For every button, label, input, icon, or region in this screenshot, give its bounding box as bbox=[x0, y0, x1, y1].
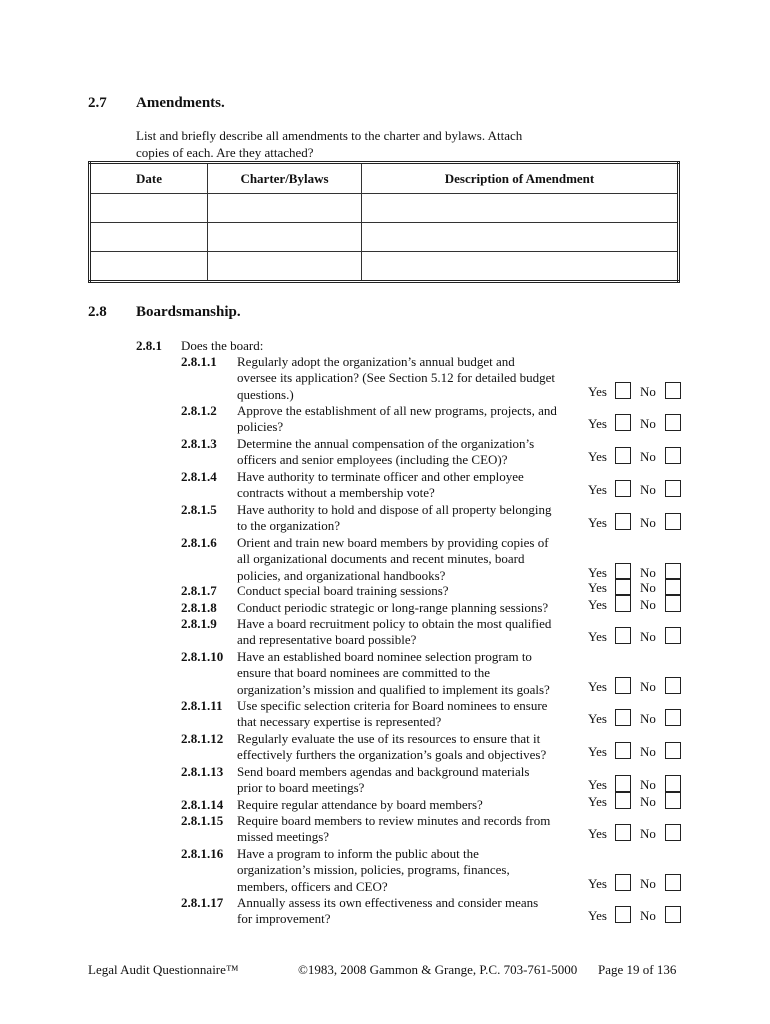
no-label: No bbox=[640, 629, 656, 645]
no-label: No bbox=[640, 515, 656, 531]
question-text-line: Conduct special board training sessions? bbox=[237, 583, 449, 598]
question-text-line: Regularly adopt the organization’s annual budget and bbox=[237, 354, 515, 369]
question-text-line: ensure that board nominees are committed to the bbox=[237, 665, 491, 681]
header-date: Date bbox=[90, 163, 208, 194]
yes-label: Yes bbox=[588, 580, 607, 595]
yes-no-answer bbox=[588, 595, 688, 615]
question-number: 2.8.1.11 bbox=[181, 698, 223, 713]
amendments-table-header bbox=[90, 163, 679, 194]
no-checkbox[interactable] bbox=[665, 742, 681, 759]
section-2-7-number: 2.7 bbox=[88, 95, 107, 111]
yes-checkbox[interactable] bbox=[615, 595, 631, 612]
question-text bbox=[237, 354, 582, 403]
section-2-7-instructions bbox=[136, 128, 576, 161]
yes-checkbox[interactable] bbox=[615, 414, 631, 431]
no-label: No bbox=[640, 777, 656, 793]
question-number: 2.8.1.9 bbox=[181, 616, 217, 631]
question-text bbox=[237, 731, 582, 764]
no-label: No bbox=[640, 744, 656, 760]
question-text-line: Send board members agendas and background materials bbox=[237, 764, 530, 779]
no-label: No bbox=[640, 794, 656, 809]
section-2-7-title: Amendments. bbox=[136, 95, 225, 111]
question-text-line: that necessary expertise is represented? bbox=[237, 714, 442, 730]
table-cell[interactable] bbox=[208, 223, 362, 252]
no-checkbox[interactable] bbox=[665, 627, 681, 644]
yes-label: Yes bbox=[588, 711, 607, 727]
no-checkbox[interactable] bbox=[665, 480, 681, 497]
yes-checkbox[interactable] bbox=[615, 627, 631, 644]
question-text-line: to the organization? bbox=[237, 518, 341, 534]
table-cell[interactable] bbox=[362, 194, 679, 223]
table-cell[interactable] bbox=[208, 194, 362, 223]
no-label: No bbox=[640, 908, 656, 924]
question-number: 2.8.1.14 bbox=[181, 797, 224, 812]
question-text-line: Have authority to hold and dispose of all property belonging bbox=[237, 502, 552, 517]
no-checkbox[interactable] bbox=[665, 595, 681, 612]
table-cell[interactable] bbox=[90, 223, 208, 252]
yes-label: Yes bbox=[588, 678, 607, 694]
question-text bbox=[237, 583, 582, 599]
question-text-line: Require regular attendance by board members? bbox=[237, 797, 483, 812]
section-2-8-title: Boardsmanship. bbox=[136, 304, 241, 320]
question-text-line: Have an established board nominee selection program to bbox=[237, 649, 532, 664]
question-text-line: policies, and organizational handbooks? bbox=[237, 567, 446, 583]
question-text-line: Conduct periodic strategic or long-range planning sessions? bbox=[237, 600, 549, 615]
question-number: 2.8.1.6 bbox=[181, 535, 217, 550]
question-text-line: organization’s mission and qualified to implement its goals? bbox=[237, 681, 550, 697]
yes-label: Yes bbox=[588, 482, 607, 498]
no-label: No bbox=[640, 875, 656, 891]
question-text-line: questions.) bbox=[237, 386, 294, 402]
no-checkbox[interactable] bbox=[665, 874, 681, 891]
no-checkbox[interactable] bbox=[665, 824, 681, 841]
no-checkbox[interactable] bbox=[665, 382, 681, 399]
yes-no-answer bbox=[588, 742, 688, 762]
question-text-line: organization’s mission, policies, programs, finances, bbox=[237, 862, 510, 878]
footer-page-number: Page 19 of 136 bbox=[598, 962, 677, 977]
no-checkbox[interactable] bbox=[665, 792, 681, 809]
question-text-line: contracts without a membership vote? bbox=[237, 485, 435, 501]
yes-no-answer bbox=[588, 447, 688, 467]
no-checkbox[interactable] bbox=[665, 709, 681, 726]
yes-no-answer bbox=[588, 627, 688, 647]
no-label: No bbox=[640, 416, 656, 432]
yes-no-answer bbox=[588, 513, 688, 533]
yes-checkbox[interactable] bbox=[615, 447, 631, 464]
question-text bbox=[237, 813, 582, 846]
yes-label: Yes bbox=[588, 777, 607, 793]
yes-no-answer bbox=[588, 382, 688, 402]
table-cell[interactable] bbox=[90, 194, 208, 223]
subsection-number: 2.8.1 bbox=[136, 338, 162, 353]
yes-label: Yes bbox=[588, 515, 607, 531]
subsection-text: Does the board: bbox=[181, 338, 264, 353]
question-text bbox=[237, 698, 582, 731]
yes-label: Yes bbox=[588, 744, 607, 760]
table-row bbox=[90, 252, 679, 282]
question-text-line: Orient and train new board members by providing copies of bbox=[237, 535, 549, 550]
question-text-line: Determine the annual compensation of the organization’s bbox=[237, 436, 535, 451]
yes-checkbox[interactable] bbox=[615, 677, 631, 694]
table-row bbox=[90, 194, 679, 223]
question-number: 2.8.1.10 bbox=[181, 649, 224, 664]
question-text-line: members, officers and CEO? bbox=[237, 878, 388, 894]
no-checkbox[interactable] bbox=[665, 414, 681, 431]
yes-checkbox[interactable] bbox=[615, 742, 631, 759]
question-text bbox=[237, 895, 582, 928]
no-checkbox[interactable] bbox=[665, 906, 681, 923]
no-checkbox[interactable] bbox=[665, 513, 681, 530]
question-text-line: and representative board possible? bbox=[237, 632, 417, 648]
header-description: Description of Amendment bbox=[362, 163, 679, 194]
question-text-line: missed meetings? bbox=[237, 829, 330, 845]
amendments-table bbox=[88, 161, 680, 283]
yes-checkbox[interactable] bbox=[615, 480, 631, 497]
yes-label: Yes bbox=[588, 826, 607, 842]
question-text bbox=[237, 600, 582, 616]
no-label: No bbox=[640, 383, 656, 399]
table-cell[interactable] bbox=[362, 223, 679, 252]
question-text-line: Require board members to review minutes and records from bbox=[237, 813, 551, 828]
yes-no-answer bbox=[588, 414, 688, 434]
table-cell[interactable] bbox=[362, 252, 679, 282]
table-row bbox=[90, 223, 679, 252]
yes-checkbox[interactable] bbox=[615, 513, 631, 530]
no-checkbox[interactable] bbox=[665, 578, 681, 595]
yes-checkbox[interactable] bbox=[615, 792, 631, 809]
yes-label: Yes bbox=[588, 629, 607, 645]
question-text bbox=[237, 764, 582, 797]
yes-label: Yes bbox=[588, 597, 607, 612]
question-text bbox=[237, 403, 582, 436]
yes-checkbox[interactable] bbox=[615, 709, 631, 726]
question-number: 2.8.1.15 bbox=[181, 813, 224, 828]
question-text-line: Have a program to inform the public about the bbox=[237, 846, 479, 861]
no-label: No bbox=[640, 597, 656, 612]
question-number: 2.8.1.13 bbox=[181, 764, 224, 779]
yes-no-answer bbox=[588, 677, 688, 697]
yes-checkbox[interactable] bbox=[615, 824, 631, 841]
question-number: 2.8.1.4 bbox=[181, 469, 217, 484]
question-number: 2.8.1.17 bbox=[181, 895, 224, 910]
question-text-line: Annually assess its own effectiveness and consider means bbox=[237, 895, 539, 910]
question-text-line: all organizational documents and recent minutes, board bbox=[237, 551, 525, 567]
question-text-line: prior to board meetings? bbox=[237, 780, 365, 796]
question-number: 2.8.1.16 bbox=[181, 846, 224, 861]
question-text-line: Use specific selection criteria for Board nominees to ensure bbox=[237, 698, 548, 713]
question-number: 2.8.1.2 bbox=[181, 403, 217, 418]
question-text-line: Have a board recruitment policy to obtain the most qualified bbox=[237, 616, 552, 631]
no-checkbox[interactable] bbox=[665, 447, 681, 464]
question-number: 2.8.1.5 bbox=[181, 502, 217, 517]
footer-copyright: ©1983, 2008 Gammon & Grange, P.C. 703-761-5000 bbox=[298, 962, 578, 977]
question-text bbox=[237, 502, 582, 535]
question-text bbox=[237, 469, 582, 502]
no-label: No bbox=[640, 449, 656, 465]
header-charter-bylaws: Charter/Bylaws bbox=[208, 163, 362, 194]
yes-no-answer bbox=[588, 874, 688, 894]
yes-label: Yes bbox=[588, 383, 607, 399]
question-number: 2.8.1.8 bbox=[181, 600, 217, 615]
question-number: 2.8.1.7 bbox=[181, 583, 217, 598]
yes-no-answer bbox=[588, 480, 688, 500]
yes-checkbox[interactable] bbox=[615, 382, 631, 399]
table-cell[interactable] bbox=[90, 252, 208, 282]
question-text-line: oversee its application? (See Section 5.12 for detailed budget bbox=[237, 370, 556, 386]
yes-label: Yes bbox=[588, 794, 607, 809]
instructions-line-1: List and briefly describe all amendments to the charter and bylaws. Attach bbox=[136, 128, 523, 143]
yes-checkbox[interactable] bbox=[615, 775, 631, 792]
question-text bbox=[237, 846, 582, 895]
question-text-line: effectively furthers the organization’s goals and objectives? bbox=[237, 747, 547, 763]
yes-label: Yes bbox=[588, 449, 607, 465]
yes-checkbox[interactable] bbox=[615, 874, 631, 891]
yes-label: Yes bbox=[588, 908, 607, 924]
yes-label: Yes bbox=[588, 875, 607, 891]
no-label: No bbox=[640, 580, 656, 595]
yes-no-answer bbox=[588, 824, 688, 844]
question-number: 2.8.1.1 bbox=[181, 354, 217, 369]
question-text-line: Approve the establishment of all new programs, projects, and bbox=[237, 403, 557, 418]
question-number: 2.8.1.12 bbox=[181, 731, 224, 746]
instructions-line-2: copies of each. Are they attached? bbox=[136, 144, 314, 160]
yes-checkbox[interactable] bbox=[615, 906, 631, 923]
question-number: 2.8.1.3 bbox=[181, 436, 217, 451]
question-text-line: for improvement? bbox=[237, 911, 331, 927]
yes-label: Yes bbox=[588, 564, 607, 580]
question-text bbox=[237, 436, 582, 469]
no-label: No bbox=[640, 826, 656, 842]
yes-no-answer bbox=[588, 709, 688, 729]
footer-title: Legal Audit Questionnaire™ bbox=[88, 962, 239, 977]
question-text-line: policies? bbox=[237, 419, 284, 435]
question-text bbox=[237, 616, 582, 649]
question-text-line: officers and senior employees (including the CEO)? bbox=[237, 452, 508, 468]
question-text bbox=[237, 535, 582, 584]
question-text-line: Regularly evaluate the use of its resources to ensure that it bbox=[237, 731, 541, 746]
yes-no-answer bbox=[588, 906, 688, 926]
section-2-8-number: 2.8 bbox=[88, 304, 107, 320]
yes-checkbox[interactable] bbox=[615, 578, 631, 595]
no-label: No bbox=[640, 564, 656, 580]
question-text bbox=[237, 649, 582, 698]
question-text-line: Have authority to terminate officer and other employee bbox=[237, 469, 524, 484]
question-text bbox=[237, 797, 582, 813]
yes-label: Yes bbox=[588, 416, 607, 432]
yes-no-answer bbox=[588, 792, 688, 812]
no-label: No bbox=[640, 482, 656, 498]
no-checkbox[interactable] bbox=[665, 775, 681, 792]
no-label: No bbox=[640, 678, 656, 694]
no-label: No bbox=[640, 711, 656, 727]
no-checkbox[interactable] bbox=[665, 677, 681, 694]
table-cell[interactable] bbox=[208, 252, 362, 282]
